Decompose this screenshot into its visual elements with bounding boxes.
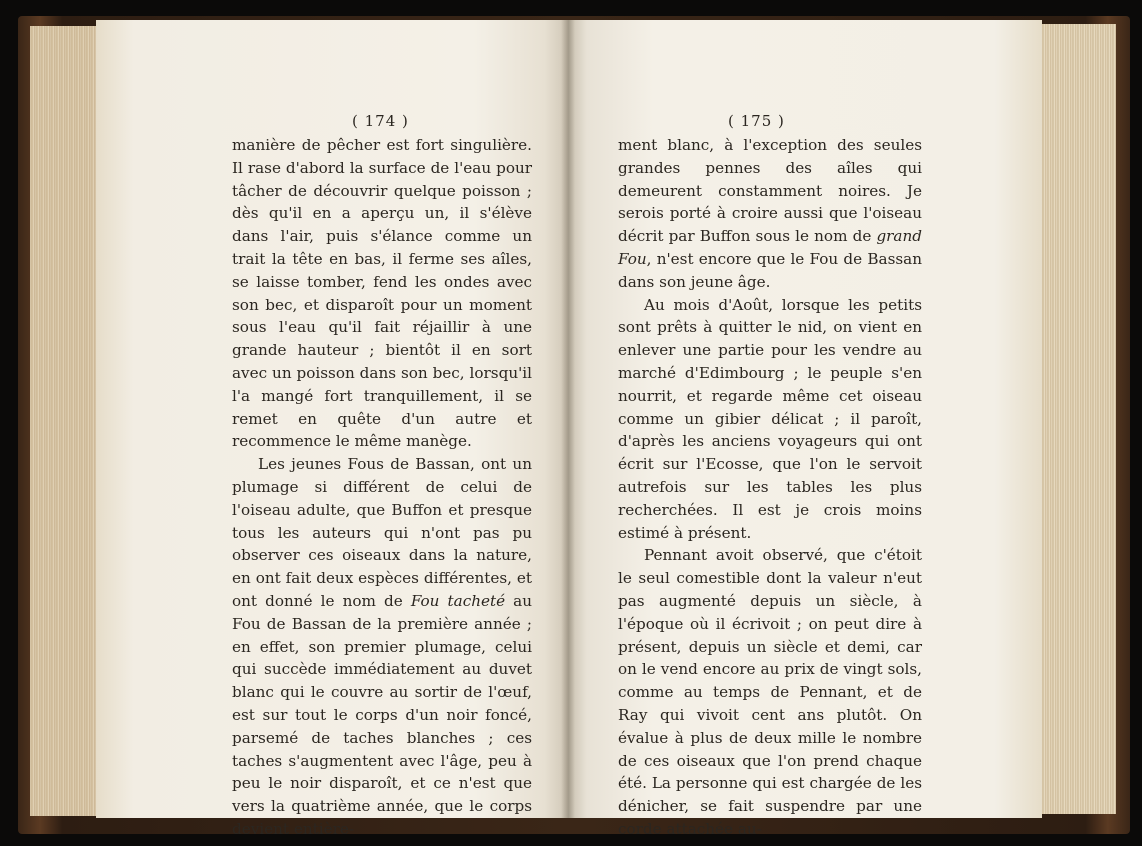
paragraph — [618, 134, 922, 294]
paragraph — [618, 294, 922, 545]
paragraph — [618, 544, 922, 840]
right-page-edges — [1036, 24, 1116, 814]
left-page — [96, 20, 568, 838]
text-run: Les jeunes Fous de Bassan, ont un plumage si différent de celui de l'oiseau adulte, que Buffon et presque tous les auteurs qui n'ont pas pu observer ces oiseaux dans la nature, en ont fait deux espèces différentes, et ont donné le nom de — [232, 455, 532, 610]
text-run: au Fou de Bassan de la première année ; en effet, son premier plumage, celui qui succède immédiatement au duvet blanc qui le couvre au sortir de l'œuf, est sur tout le corps d'un noir foncé, parsemé de taches blanches ; ces taches s'augmentent avec l'âge, peu à peu le noir disparoît, et ce n'est que vers la quatrième année, que le corps devient entière- — [232, 591, 533, 838]
right-page — [568, 20, 1042, 838]
italic-term: Fou tacheté — [410, 591, 506, 610]
paragraph — [232, 134, 532, 453]
book-gutter — [561, 20, 575, 818]
text-run: ment blanc, à l'exception des seules grandes pennes des aîles qui demeurent constamment noires. Je serois porté à croire aussi que l'oiseau décrit par Buffon sous le nom de — [618, 136, 922, 246]
text-run: , n'est encore que le Fou de Bassan dans son jeune âge. — [618, 249, 922, 291]
italic-term: grand Fou — [618, 227, 922, 268]
text-run: Au mois d'Août, lorsque les petits sont prêts à quitter le nid, on vient en enlever une partie pour les vendre au marché d'Edimbourg ; le peuple s'en nourrit, et regarde même cet oiseau comme un gibier délicat ; il paroît, d'après les anciens voyageurs qui ont écrit sur l'Ecosse, que l'on le servoit autrefois sur les tables les plus recherchées. Il est je crois moins estimé à présent. — [618, 295, 922, 542]
page-number-right: ( 175 ) — [728, 112, 785, 130]
page-number-left: ( 174 ) — [352, 112, 409, 130]
paragraph — [232, 453, 532, 841]
right-page-text — [618, 134, 922, 841]
left-page-text — [232, 134, 532, 841]
text-run: manière de pêcher est fort singulière. Il rase d'abord la surface de l'eau pour tâcher de découvrir quelque poisson ; dès qu'il en a aperçu un, il s'élève dans l'air, puis s'élance comme un trait la tête en bas, il ferme ses aîles, se laisse tomber, fend les ondes avec son bec, et disparoît pour un moment sous l'eau qu'il fait réjaillir à une grande hauteur ; bientôt il en sort avec un poisson dans son bec, lorsqu'il l'a mangé fort tranquillement, il se remet en quête d'un autre et recommence le même manège. — [232, 136, 532, 451]
text-run: Pennant avoit observé, que c'étoit le seul comestible dont la valeur n'eut pas augmenté depuis un siècle, à l'époque où il écrivoit ; on peut dire à présent, depuis un siècle et demi, car on le vend encore au prix de vingt sols, comme au temps de Pennant, et de Ray qui vivoit cent ans plutôt. On évalue à plus de deux mille le nombre de ces oiseaux que l'on prend chaque été. La personne qui est chargée de les dénicher, se fait suspendre par une corde attachée au- — [618, 546, 922, 838]
